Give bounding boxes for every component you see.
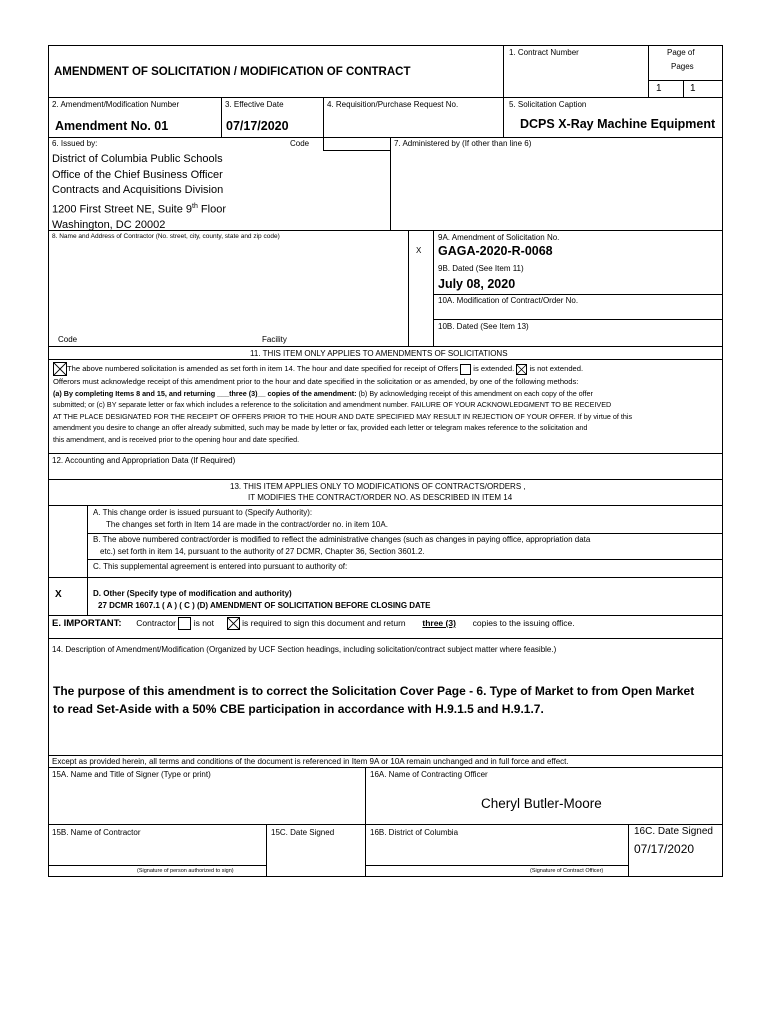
date-signed-16c-value: 07/17/2020	[634, 842, 695, 856]
solicitation-caption-value: DCPS X-Ray Machine Equipment	[520, 117, 716, 131]
contract-number-label: 1. Contract Number	[509, 48, 579, 57]
important-row	[52, 617, 575, 630]
item11-line: amendment you desire to change an offer already submitted, such may be made by letter or fax, provided each letter or telegram makes reference to the solicitation and	[53, 423, 588, 432]
effective-date-value: 07/17/2020	[226, 119, 289, 133]
item13-d-authority: 27 DCMR 1607.1 ( A ) ( C ) (D) AMENDMENT OF SOLICITATION BEFORE CLOSING DATE	[98, 601, 431, 610]
page-number: 1	[656, 83, 662, 94]
requisition-label: 4. Requisition/Purchase Request No.	[327, 100, 459, 109]
item13-d-x-mark: X	[55, 589, 62, 600]
dated-10b-label: 10B. Dated (See Item 13)	[438, 322, 529, 331]
description-label: 14. Description of Amendment/Modification (Organized by UCF Section headings, including solicitation/contract subject matter where feasible.)	[52, 645, 557, 654]
item11-line: submitted; or (c) BY separate letter or fax which includes a reference to the solicitation and amendment number. FAILURE OF YOUR ACKNOWLEDGMENT TO BE RECEIVED	[53, 400, 612, 409]
contracting-officer-label: 16A. Name of Contracting Officer	[370, 770, 488, 779]
contractor-is-not-checkbox[interactable]	[178, 617, 191, 630]
issued-by-label: 6. Issued by:	[52, 139, 98, 148]
facility-label: Facility	[262, 335, 287, 344]
item11-line: AT THE PLACE DESIGNATED FOR THE RECEIPT OF OFFERS PRIOR TO THE HOUR AND DATE SPECIFIED MAY RESULT IN REJECTION OF YOUR OFFER. If by virtue of this	[53, 411, 633, 421]
description-body	[53, 682, 694, 718]
dated-9b-value: July 08, 2020	[438, 277, 516, 291]
form-title: AMENDMENT OF SOLICITATION / MODIFICATION OF CONTRACT	[54, 66, 411, 78]
item11-line: Offerors must acknowledge receipt of this amendment prior to the hour and date specified in the solicitation or as amended, by one of the following methods:	[53, 377, 579, 386]
contracting-officer-name: Cheryl Butler-Moore	[481, 796, 602, 811]
item11-line: this amendment, and is received prior to the opening hour and date specified.	[53, 434, 300, 444]
pages-label: Pages	[671, 62, 694, 71]
amendment-x-mark: X	[416, 246, 422, 255]
effective-date-label: 3. Effective Date	[225, 100, 284, 109]
contractor-signature-caption: (Signature of person authorized to sign)	[137, 868, 234, 874]
modification-10a-label: 10A. Modification of Contract/Order No.	[438, 296, 579, 305]
issuer-address	[52, 152, 226, 233]
amendment-9a-label: 9A. Amendment of Solicitation No.	[438, 233, 560, 242]
offers-extended-checkbox[interactable]	[460, 364, 471, 375]
page-of-label: Page of	[667, 48, 695, 57]
item13-heading: 13. THIS ITEM APPLIES ONLY TO MODIFICATIONS OF CONTRACTS/ORDERS ,	[230, 482, 526, 491]
is-required-label: is required to sign this document and return	[242, 617, 406, 628]
item13-a-detail: The changes set forth in Item 14 are made in the contract/order no. in item 10A.	[106, 520, 388, 529]
contractor-name-label: 8. Name and Address of Contractor (No. street, city, county, state and zip code)	[52, 233, 280, 240]
signer-name-label: 15A. Name and Title of Signer (Type or print)	[52, 770, 211, 779]
item11-line: (a) By completing Items 8 and 15, and returning ___three (3)__ copies of the amendment: (b) By acknowledging receipt of this amendment on each copy of the offer	[53, 388, 593, 398]
item13-a-label: A. This change order is issued pursuant to (Specify Authority):	[93, 508, 313, 517]
officer-signature-caption: (Signature of Contract Officer)	[530, 868, 604, 874]
issuer-line: Office of the Chief Business Officer	[52, 168, 223, 181]
solicitation-amended-checkbox[interactable]	[53, 362, 67, 376]
offers-not-extended-checkbox[interactable]	[516, 364, 527, 375]
copies-tail: copies to the issuing office.	[472, 617, 575, 628]
contractor-is-required-checkbox[interactable]	[227, 617, 240, 630]
item13-b-label: B. The above numbered contract/order is modified to reflect the administrative changes (such as changes in paying office, appropriation data	[93, 535, 591, 544]
contractor-label: Contractor	[136, 617, 176, 628]
solicitation-caption-label: 5. Solicitation Caption	[509, 100, 587, 109]
issuer-line: District of Columbia Public Schools	[52, 153, 223, 165]
issuer-line: Washington, DC 20002	[52, 218, 166, 231]
description-line: The purpose of this amendment is to correct the Solicitation Cover Page - 6. Type of Market to from Open Market	[53, 684, 695, 698]
amendment-number-label: 2. Amendment/Modification Number	[52, 100, 180, 109]
date-signed-16c-label: 16C. Date Signed	[634, 826, 713, 837]
item11-line: The above numbered solicitation is amended as set forth in item 14. The hour and date specified for receipt of Offers	[67, 364, 459, 373]
page-total: 1	[690, 83, 696, 94]
item11-heading: 11. THIS ITEM ONLY APPLIES TO AMENDMENTS OF SOLICITATIONS	[250, 349, 508, 358]
except-clause: Except as provided herein, all terms and conditions of the document is referenced in Item 9A or 10A remain unchanged and in full force and effect.	[52, 757, 569, 766]
description-line: to read Set-Aside with a 50% CBE participation in accordance with H.9.1.5 and H.9.1.7.	[53, 702, 544, 716]
copies-count: three (3)	[422, 617, 456, 628]
district-16b-label: 16B. District of Columbia	[370, 828, 459, 837]
amendment-number-value: Amendment No. 01	[55, 119, 169, 133]
item13-subheading: IT MODIFIES THE CONTRACT/ORDER NO. AS DESCRIBED IN ITEM 14	[248, 493, 513, 502]
item13-b-detail: etc.) set forth in item 14, pursuant to the authority of 27 DCMR, Chapter 36, Section 3601.2.	[100, 547, 425, 556]
contractor-code-label: Code	[58, 335, 78, 344]
not-extended-label: is not extended.	[529, 364, 584, 373]
item13-d-label: D. Other (Specify type of modification and authority)	[93, 589, 292, 598]
is-not-label: is not	[193, 617, 215, 628]
date-signed-15c-label: 15C. Date Signed	[271, 828, 335, 837]
issuer-line: 1200 First Street NE, Suite 9th Floor	[52, 202, 226, 216]
contractor-name-15b-label: 15B. Name of Contractor	[52, 828, 141, 837]
accounting-data-label: 12. Accounting and Appropriation Data (If Required)	[52, 456, 236, 465]
issuer-line: Contracts and Acquisitions Division	[52, 184, 224, 196]
item11-body	[53, 362, 719, 445]
issued-code-label: Code	[290, 139, 310, 148]
important-label: E. IMPORTANT:	[52, 617, 122, 629]
administered-by-label: 7. Administered by (If other than line 6)	[394, 139, 532, 148]
extended-label: is extended.	[473, 364, 515, 373]
amendment-9a-value: GAGA-2020-R-0068	[438, 244, 553, 258]
dated-9b-label: 9B. Dated (See Item 11)	[438, 264, 524, 273]
item13-c-label: C. This supplemental agreement is entered into pursuant to authority of:	[93, 562, 348, 571]
